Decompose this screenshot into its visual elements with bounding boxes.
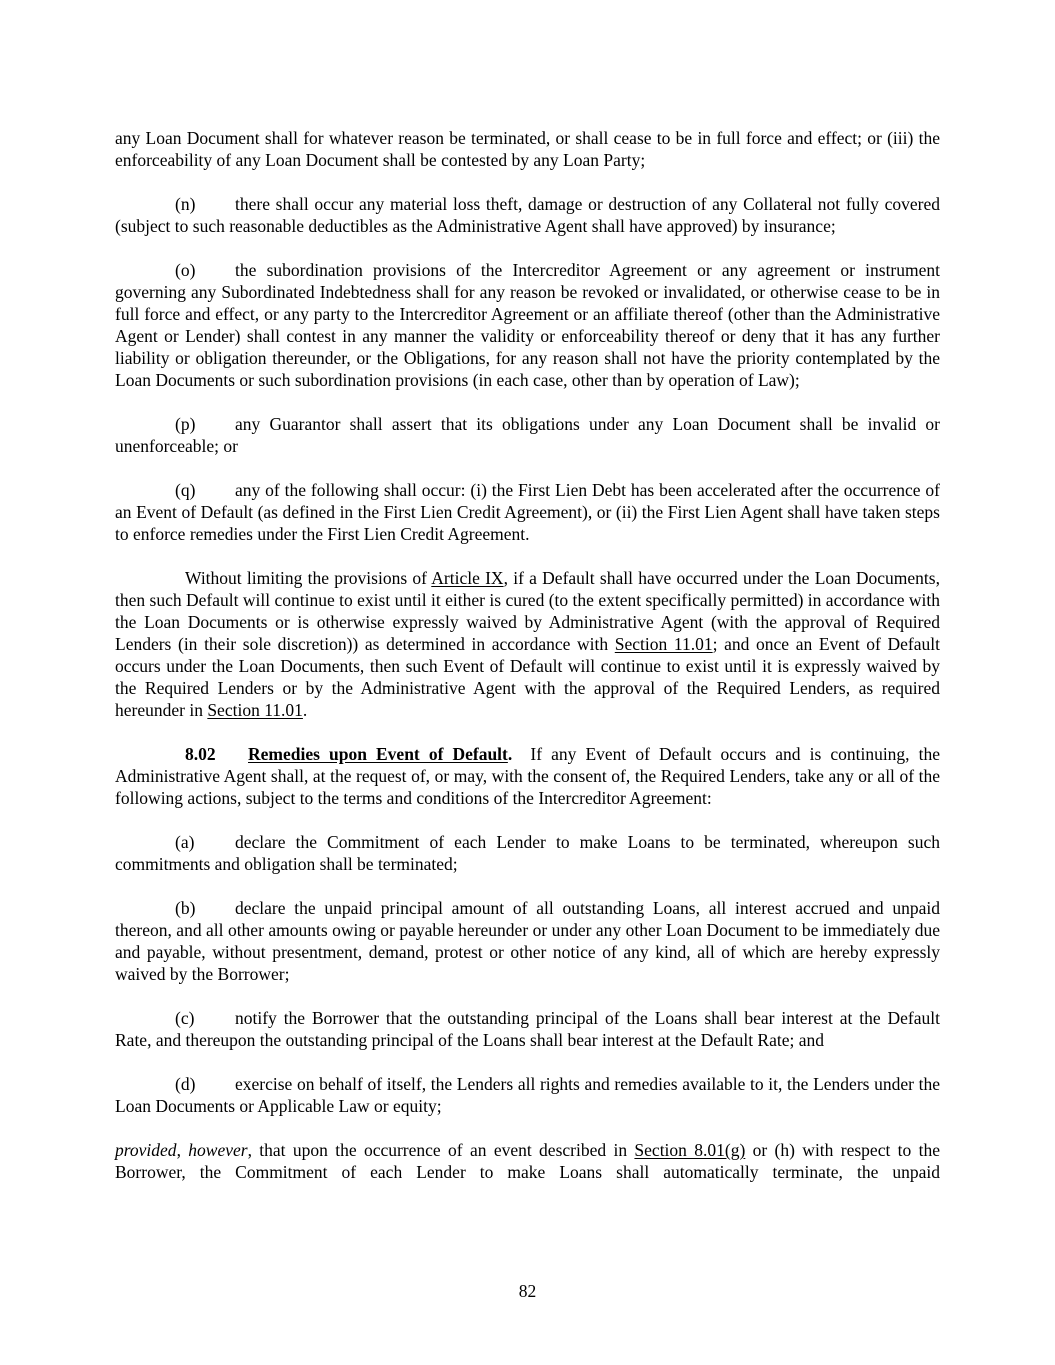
proviso-word-however: however: [188, 1140, 248, 1160]
clause-p-text: any Guarantor shall assert that its obligations under any Loan Document shall be invalid or unenforceable; or: [115, 414, 940, 456]
section-number: 8.02: [185, 744, 216, 764]
clause-m-continuation-text: any Loan Document shall for whatever reason be terminated, or shall cease to be in full force and effect; or (iii) the enforceability of any Loan Document shall be contested by any Loan Party;: [115, 128, 940, 170]
page-number: 82: [518, 1281, 537, 1301]
clause-c-label: (c): [175, 1008, 195, 1028]
clause-a-text: declare the Commitment of each Lender to make Loans to be terminated, whereupon such commitments and obligation shall be terminated;: [115, 832, 940, 874]
clause-n-label: (n): [175, 194, 196, 214]
clause-p-label: (p): [175, 414, 196, 434]
clause-o: [115, 259, 940, 391]
section-heading: Remedies upon Event of Default: [248, 744, 508, 764]
clause-n-text: there shall occur any material loss theft, damage or destruction of any Collateral not fully covered (subject to such reasonable deductibles as the Administrative Agent shall have approved) by insurance;: [115, 194, 940, 236]
paragraph-text: or (h) with respect to the Borrower, the Commitment of each Lender to make Loans shall automatically terminate, the unpaid: [115, 1140, 940, 1182]
clause-o-label: (o): [175, 260, 196, 280]
paragraph-text: ; and once an Event of Default occurs under the Loan Documents, then such Event of Default will continue to exist until it is expressly waived by the Required Lenders or by the Administrative Agent with the approval of the Required Lenders, as required hereunder in: [115, 634, 940, 720]
clause-m-continuation: [115, 127, 940, 171]
cross-reference-section-8-01g: Section 8.01(g): [634, 1140, 746, 1160]
page-footer: [0, 1280, 1055, 1302]
section-body-text: If any Event of Default occurs and is continuing, the Administrative Agent shall, at the request of, or may, with the consent of, the Required Lenders, take any or all of the following actions, subject to the terms and conditions of the Intercreditor Agreement:: [115, 744, 940, 808]
clause-c: [115, 1007, 940, 1051]
paragraph-text: ,: [176, 1140, 189, 1160]
paragraph-text: .: [302, 700, 308, 720]
clause-q-label: (q): [175, 480, 196, 500]
cross-reference-article-ix: Article IX: [431, 568, 504, 588]
document-body: [115, 127, 940, 1205]
clause-a-label: (a): [175, 832, 195, 852]
paragraph-text: , that upon the occurrence of an event described in: [247, 1140, 635, 1160]
clause-q-text: any of the following shall occur: (i) the First Lien Debt has been accelerated after the occurrence of an Event of Default (as defined in the First Lien Credit Agreement), or (ii) the First Lien Agent shall have taken steps to enforce remedies under the First Lien Credit Agreement.: [115, 480, 940, 544]
clause-c-text: notify the Borrower that the outstanding principal of the Loans shall bear interest at the Default Rate, and thereupon the outstanding principal of the Loans shall bear interest at the Default Rate; and: [115, 1008, 940, 1050]
clause-p: [115, 413, 940, 457]
clause-o-text: the subordination provisions of the Intercreditor Agreement or any agreement or instrument governing any Subordinated Indebtedness shall for any reason be revoked or invalidated, or otherwise cease to be in full force and effect, or any party to the Intercreditor Agreement or an affiliate thereof (other than the Administrative Agent or Lender) shall contest in any manner the validity or enforceability thereof or deny that it has any further liability or obligation thereunder, or the Obligations, for any reason shall not have the priority contemplated by the Loan Documents or such subordination provisions (in each case, other than by operation of Law);: [115, 260, 940, 390]
clause-a: [115, 831, 940, 875]
paragraph-without-limiting: [115, 567, 940, 721]
clause-n: [115, 193, 940, 237]
paragraph-text: , if a Default shall have occurred under the Loan Documents, then such Default will continue to exist until it either is cured (to the extent specifically permitted) in accordance with the Loan Documents or is otherwise expressly waived by Administrative Agent (with the approval of Required Lenders (in their sole discretion)) as determined in accordance with: [115, 568, 940, 654]
cross-reference-section-11-01: Section 11.01: [614, 634, 713, 654]
clause-b-label: (b): [175, 898, 196, 918]
clause-d-label: (d): [175, 1074, 196, 1094]
paragraph-provided-however: [115, 1139, 940, 1183]
clause-d: [115, 1073, 940, 1117]
cross-reference-section-11-01: Section 11.01: [207, 700, 303, 720]
proviso-word-provided: provided: [115, 1140, 177, 1160]
clause-d-text: exercise on behalf of itself, the Lenders all rights and remedies available to it, the Lenders under the Loan Documents or Applicable Law or equity;: [115, 1074, 940, 1116]
clause-q: [115, 479, 940, 545]
clause-b-text: declare the unpaid principal amount of all outstanding Loans, all interest accrued and unpaid thereon, and all other amounts owing or payable hereunder or under any other Loan Document to be immediately due and payable, without presentment, demand, protest or other notice of any kind, all of which are hereby expressly waived by the Borrower;: [115, 898, 940, 984]
paragraph-text: Without limiting the provisions of: [185, 568, 432, 588]
section-8-02: [115, 743, 940, 809]
section-heading-period: .: [507, 744, 513, 764]
clause-b: [115, 897, 940, 985]
